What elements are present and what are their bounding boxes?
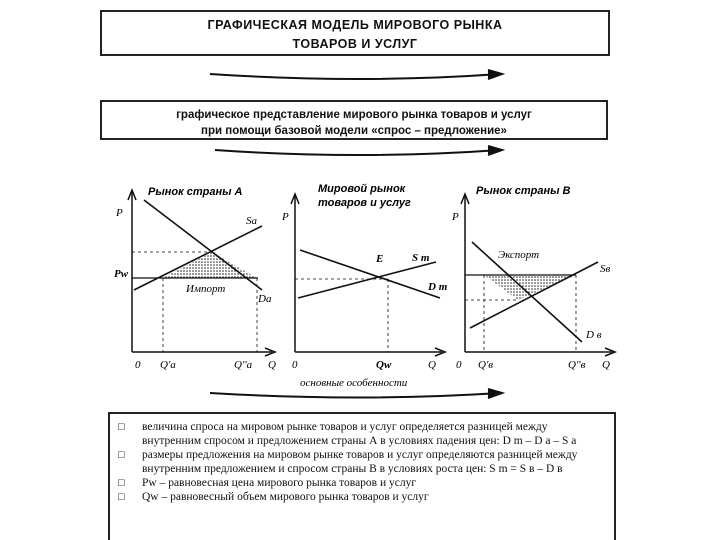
panel-a-d-label: Da <box>258 293 272 305</box>
panel-b-q1: Q'в <box>478 359 494 371</box>
panel-a-supply-line <box>134 226 262 290</box>
panel-b-title: Рынок страны В <box>476 185 571 197</box>
checkbox-icon: □ <box>118 449 125 461</box>
panel-world-s-label: S m <box>412 252 430 264</box>
panel-b <box>451 185 615 371</box>
subtitle-line-1: графическое представление мирового рынка товаров и услуг <box>176 109 532 121</box>
panel-world-title-2: товаров и услуг <box>318 197 411 209</box>
arrow-1 <box>210 70 502 79</box>
panel-a-p-label: P <box>116 207 123 219</box>
panel-b-q: Q <box>602 359 610 371</box>
panel-world-q: Q <box>428 359 436 371</box>
list-item-text: Qw – равновесный объем мирового рынка товаров и услуг <box>142 491 429 503</box>
list-item <box>118 448 606 476</box>
panel-world-qw: Qw <box>376 359 392 371</box>
panel-world-title-1: Мировой рынок <box>318 183 406 195</box>
panel-b-origin: 0 <box>456 359 462 371</box>
list-item <box>118 490 606 504</box>
arrow-2 <box>215 146 502 155</box>
list-item <box>118 476 606 490</box>
panel-a <box>114 186 276 371</box>
panel-world-supply-line <box>298 262 436 298</box>
panel-world <box>281 183 448 371</box>
list-item <box>118 420 606 448</box>
panel-a-origin: 0 <box>135 359 141 371</box>
title-line-1: ГРАФИЧЕСКАЯ МОДЕЛЬ МИРОВОГО РЫНКА <box>207 18 503 32</box>
panel-b-s-label: Sв <box>600 263 611 275</box>
panel-world-origin: 0 <box>292 359 298 371</box>
subtitle-line-2: при помощи базовой модели «спрос – предложение» <box>201 125 507 137</box>
panel-a-pw-label: Pw <box>114 268 129 280</box>
features-list <box>108 412 616 540</box>
checkbox-icon: □ <box>118 491 125 503</box>
arrow-3 <box>210 389 502 398</box>
checkbox-icon: □ <box>118 477 125 489</box>
panel-b-q2: Q''в <box>568 359 586 371</box>
panel-a-q: Q <box>268 359 276 371</box>
panel-world-e-label: E <box>376 253 384 265</box>
panel-world-d-label: D m <box>428 281 448 293</box>
panel-b-d-label: D в <box>586 329 602 341</box>
panel-b-supply-line <box>470 262 598 328</box>
panel-b-shade-label: Экспорт <box>498 249 540 261</box>
features-label: основные особенности <box>300 377 408 389</box>
panel-a-q2: Q''a <box>234 359 253 371</box>
panel-a-import-area <box>163 252 257 278</box>
panel-a-s-label: Sa <box>246 215 257 227</box>
list-item-text: размеры предложения на мировом рынке товаров и услуг определяются разницей между внутренним предложением и спросом страны В в условиях роста цен: S m = S в – D в <box>142 449 578 475</box>
list-item-text: величина спроса на мировом рынке товаров и услуг определяется разницей между внутренним спросом и предложением страны А в условиях падения цен: D m – D a – S a <box>142 421 577 447</box>
panel-a-shade-label: Импорт <box>186 283 226 295</box>
list-item-text: Pw – равновесная цена мирового рынка товаров и услуг <box>142 477 417 489</box>
panel-b-p-label: P <box>452 211 459 223</box>
checkbox-icon: □ <box>118 421 125 433</box>
panel-world-p-label: P <box>282 211 289 223</box>
panel-a-q1: Q'a <box>160 359 176 371</box>
title-line-2: ТОВАРОВ И УСЛУГ <box>292 37 418 51</box>
panel-a-title: Рынок страны А <box>148 186 243 198</box>
